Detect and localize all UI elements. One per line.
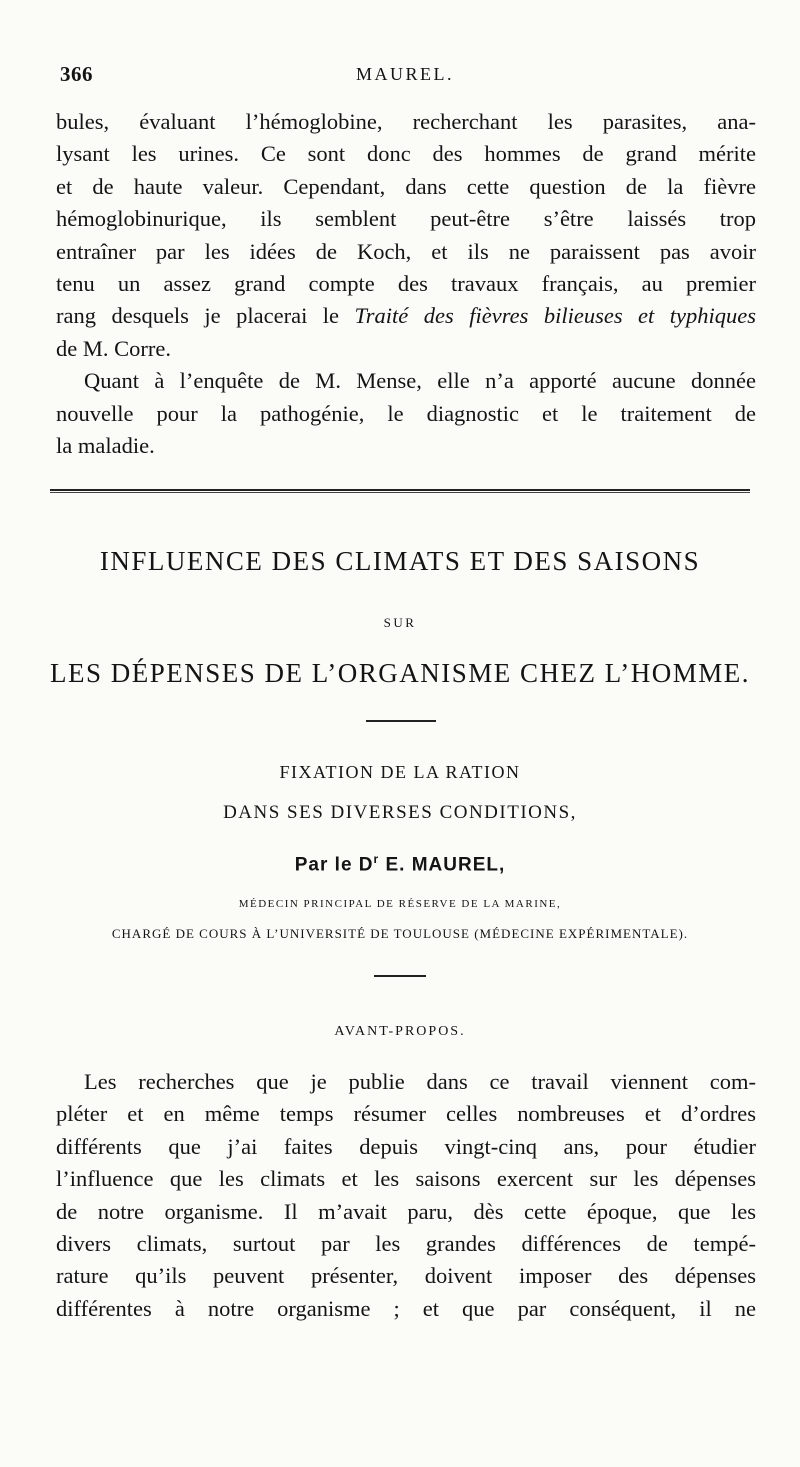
text-line: divers climats, surtout par les grandes différences de tempé- [56,1230,756,1256]
author-name: E. MAUREL, [379,854,506,876]
text-line: entraîner par les idées de Koch, et ils ne paraissent pas avoir [56,238,756,264]
text-line: nouvelle pour la pathogénie, le diagnostic et le traitement de [56,400,756,426]
paragraph [56,106,756,365]
text-line: pléter et en même temps résumer celles nombreuses et d’ordres [56,1101,756,1127]
text-line [56,300,756,332]
running-head: MAUREL. [356,64,454,84]
article-title-line-1: INFLUENCE DES CLIMATS ET DES SAISONS [99,546,701,576]
text-line: et de haute valeur. Cependant, dans cette question de la fièvre [56,173,756,199]
paragraph [56,1066,756,1325]
previous-article-text [56,106,756,462]
text-line: de notre organisme. Il m’avait paru, dès cette époque, que les [56,1198,756,1224]
text-line: de M. Corre. [56,335,171,361]
byline-prefix: Par le D [294,854,374,876]
section-divider [50,489,750,493]
byline-superscript: r [373,852,380,866]
article-body [56,1066,756,1325]
author-byline [0,852,800,876]
text-line: rature qu’ils peuvent présenter, doivent imposer des dépenses [56,1263,756,1289]
paragraph [56,365,756,462]
section-heading: AVANT-PROPOS. [334,1024,466,1039]
text-line: tenu un assez grand compte des travaux français, au premier [56,270,756,296]
subtitle-line-1: FIXATION DE LA RATION [279,762,521,782]
text-line: hémoglobinurique, ils semblent peut-être s’être laissés trop [56,206,756,232]
text-line: différents que j’ai faites depuis vingt-cinq ans, pour étudier [56,1133,756,1159]
book-title-italic: Traité des fièvres bilieuses et typhiques [354,303,756,329]
text-line: différentes à notre organisme ; et que par conséquent, il ne [56,1295,756,1321]
text-line: bules, évaluant l’hémoglobine, recherchant les parasites, ana- [56,109,756,134]
author-credential-2: CHARGÉ DE COURS À L’UNIVERSITÉ DE TOULOUSE (MÉDECINE EXPÉRIMENTALE). [111,926,689,941]
text-line: lysant les urines. Ce sont donc des hommes de grand mérite [56,141,756,167]
author-credential-1: MÉDECIN PRINCIPAL DE RÉSERVE DE LA MARINE, [238,898,562,910]
page-number: 366 [60,62,93,86]
title-rule [366,720,436,722]
text-line: l’influence que les climats et les saisons exercent sur les dépenses [56,1166,756,1192]
text-line: la maladie. [56,432,155,458]
text-run: rang desquels je placerai le [56,303,355,329]
article-title-line-2: LES DÉPENSES DE L’ORGANISME CHEZ L’HOMME. [49,658,751,688]
text-line: Quant à l’enquête de M. Mense, elle n’a apporté aucune donnée [84,368,756,394]
article-title-connector: SUR [383,615,417,630]
byline-rule [374,975,426,977]
text-line: Les recherches que je publie dans ce travail viennent com- [84,1069,756,1094]
page-header [58,62,752,94]
subtitle-line-2: DANS SES DIVERSES CONDITIONS, [223,802,577,823]
